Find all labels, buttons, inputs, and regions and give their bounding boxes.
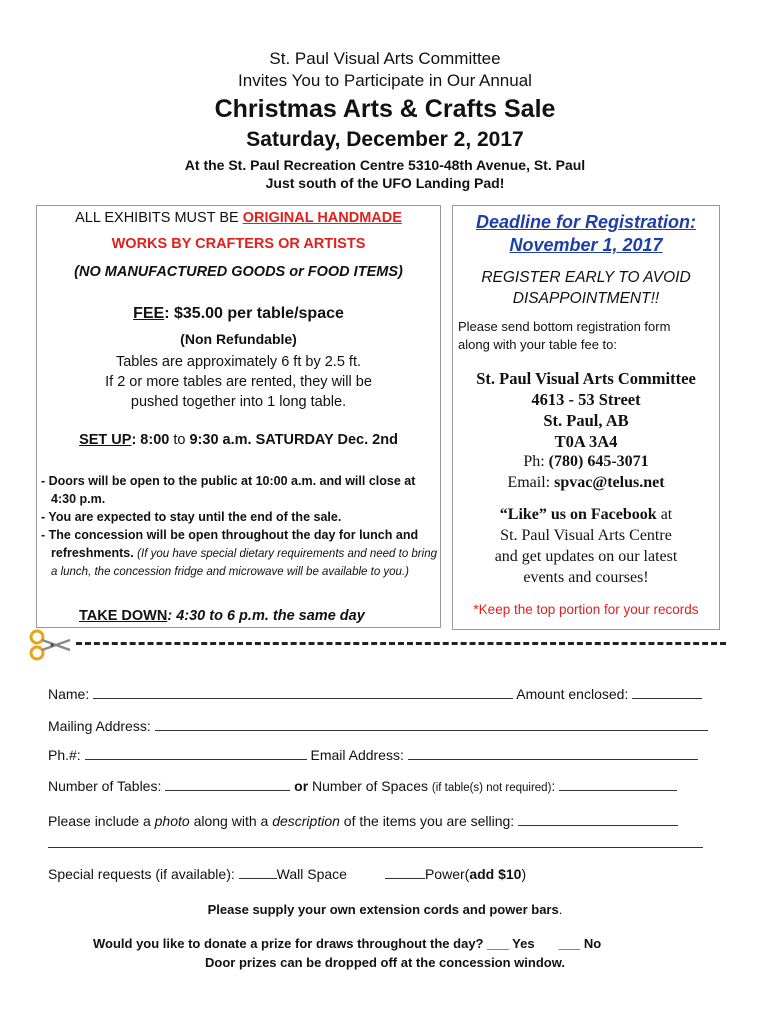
bullet-concession-note: (If you have special dietary requirements and need to bring a lunch, the concession fridge and microwave will be available to you.) [51, 548, 437, 578]
spaces-label: Number of Spaces [308, 778, 432, 794]
phone-field[interactable] [85, 745, 307, 760]
address-name: St. Paul Visual Arts Committee [476, 369, 696, 388]
exhibits-prefix: ALL EXHIBITS MUST BE [75, 210, 243, 226]
invite-line: Invites You to Participate in Our Annual [238, 71, 532, 90]
items-field-line2[interactable] [48, 833, 703, 848]
takedown-line [79, 608, 365, 624]
registration-info-box [452, 205, 720, 630]
event-title: Christmas Arts & Crafts Sale [214, 95, 556, 123]
setup-to: to [173, 432, 186, 448]
fee-value: : $35.00 per table/space [164, 305, 344, 322]
name-label: Name: [48, 686, 94, 702]
address-city: St. Paul, AB [543, 411, 629, 430]
amount-label: Amount enclosed: [513, 686, 633, 702]
address-postal: T0A 3A4 [554, 432, 618, 451]
facebook-page: St. Paul Visual Arts Centre [500, 527, 672, 544]
extension-dot: . [558, 902, 563, 917]
setup-end: 9:30 a.m. SATURDAY Dec. 2nd [185, 432, 398, 448]
facebook-events: events and courses! [523, 569, 649, 586]
spaces-note: (if table(s) not required) [431, 782, 552, 794]
no-manufactured-goods: (NO MANUFACTURED GOODS or FOOD ITEMS) [74, 264, 403, 280]
register-early: REGISTER EARLY TO AVOID [481, 269, 691, 286]
address-street: 4613 - 53 Street [531, 390, 641, 409]
power-field[interactable] [385, 864, 425, 879]
donate-line [93, 936, 601, 951]
event-date: Saturday, December 2, 2017 [246, 128, 524, 151]
tables-multiple: If 2 or more tables are rented, they will be [105, 374, 372, 390]
tables-label: Number of Tables: [48, 778, 166, 794]
phone-label: Ph: [523, 453, 549, 470]
fee-line [37, 305, 440, 323]
wall-label: Wall Space [276, 866, 347, 882]
photo-text-photo: photo [154, 813, 190, 829]
facebook-line [453, 506, 719, 524]
keep-records-note: *Keep the top portion for your records [473, 602, 699, 617]
power-close: ) [521, 866, 527, 882]
donate-question: Would you like to donate a prize for draws throughout the day? ___ Yes [93, 936, 535, 951]
cut-line [76, 642, 726, 645]
bullet-doors: - Doors will be open to the public at 10:00 a.m. and will close at 4:30 p.m. [41, 474, 416, 506]
bullet-stay: - You are expected to stay until the end of the sale. [41, 510, 342, 524]
takedown-label: TAKE DOWN [79, 608, 168, 624]
works-by-crafters: WORKS BY CRAFTERS OR ARTISTS [111, 236, 366, 252]
items-field[interactable] [518, 811, 678, 826]
takedown-value: : 4:30 to 6 p.m. the same day [167, 608, 365, 624]
event-location: At the St. Paul Recreation Centre 5310-48th Avenue, St. Paul [184, 157, 586, 173]
header [0, 48, 770, 192]
email-value: spvac@telus.net [554, 474, 665, 491]
non-refundable: (Non Refundable) [180, 331, 297, 347]
name-row [48, 684, 728, 702]
deadline-heading: Deadline for Registration: [475, 212, 697, 232]
phone-form-label: Ph.#: [48, 747, 85, 763]
bullet-concession-text: - The concession will be open throughout the day for lunch and refreshments. [41, 528, 419, 560]
photo-text-e: of the items you are selling: [339, 813, 519, 829]
spaces-colon: : [551, 778, 560, 794]
exhibitor-info-box [36, 205, 441, 628]
door-prizes: Door prizes can be dropped off at the concession window. [205, 955, 565, 970]
spaces-field[interactable] [559, 776, 677, 791]
facebook-at: at [656, 506, 673, 523]
power-add: add $10 [469, 866, 522, 882]
special-row [48, 864, 728, 882]
tables-field[interactable] [165, 776, 290, 791]
original-handmade: ORIGINAL HANDMADE [242, 210, 402, 226]
tables-row [48, 776, 728, 794]
email-label: Email: [507, 474, 555, 491]
setup-line [37, 432, 440, 448]
photo-row [48, 811, 728, 829]
tables-pushed: pushed together into 1 long table. [130, 394, 347, 410]
mailing-label: Mailing Address: [48, 718, 155, 734]
extension-note [0, 902, 770, 917]
bullet-concession [41, 526, 439, 580]
facebook-updates: and get updates on our latest [494, 548, 678, 565]
phone-value: (780) 645-3071 [548, 453, 649, 470]
tables-size: Tables are approximately 6 ft by 2.5 ft. [115, 354, 361, 370]
amount-field[interactable] [632, 684, 702, 699]
send-form-1: Please send bottom registration form [458, 319, 671, 334]
mailing-field[interactable] [155, 716, 708, 731]
facebook-like: “Like” us on Facebook [499, 506, 657, 523]
or-label: or [294, 778, 309, 794]
deadline-date: November 1, 2017 [509, 235, 663, 255]
power-label: Power( [424, 866, 470, 882]
photo-text-a: Please include a [48, 813, 155, 829]
wall-field[interactable] [239, 864, 277, 879]
special-label: Special requests (if available): [48, 866, 239, 882]
email-line [453, 474, 719, 492]
photo-text-description: description [272, 813, 340, 829]
scissors-icon [28, 628, 72, 662]
committee-line: St. Paul Visual Arts Committee [269, 49, 501, 68]
email-form-label: Email Address: [306, 747, 408, 763]
extension-text: Please supply your own extension cords and power bars [207, 902, 559, 917]
phone-line [453, 453, 719, 471]
email-field[interactable] [408, 745, 698, 760]
exhibits-line [37, 210, 440, 226]
fee-label: FEE [133, 305, 165, 322]
mailing-row [48, 716, 728, 734]
event-landmark: Just south of the UFO Landing Pad! [265, 175, 505, 191]
disappointment: DISAPPOINTMENT!! [512, 290, 660, 307]
donate-no: ___ No [558, 936, 602, 951]
contact-row [48, 745, 728, 763]
rules-list [41, 472, 439, 580]
photo-text-c: along with a [189, 813, 273, 829]
name-field[interactable] [93, 684, 513, 699]
send-form-2: along with your table fee to: [458, 337, 617, 352]
setup-label: SET UP [79, 432, 132, 448]
setup-start: : 8:00 [131, 432, 174, 448]
